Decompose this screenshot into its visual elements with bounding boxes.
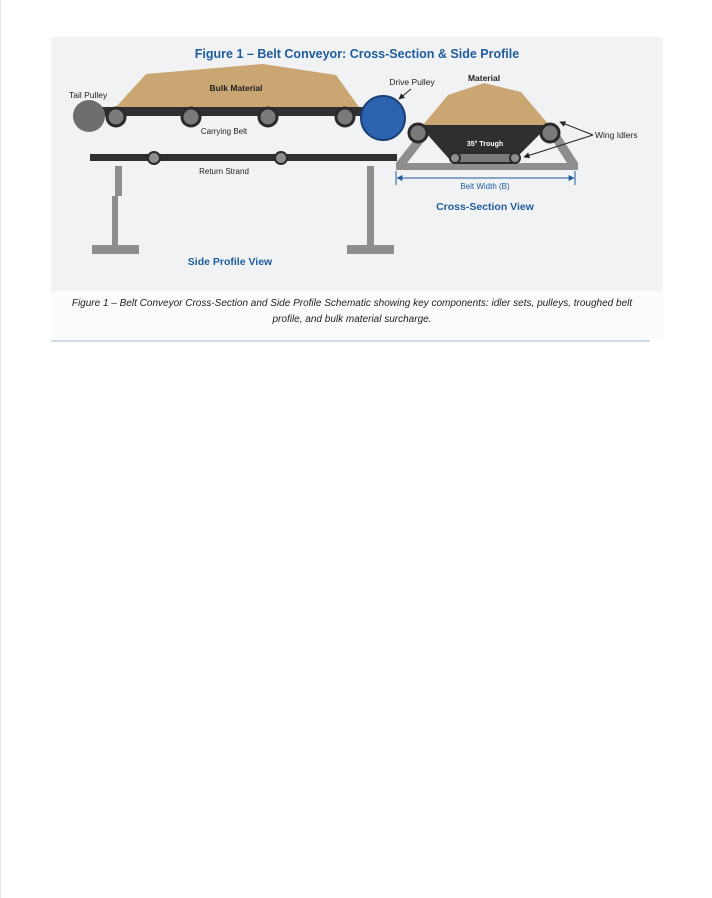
page-edge <box>0 0 1 898</box>
carrying-idler <box>336 108 354 126</box>
figure-title: Figure 1 – Belt Conveyor: Cross-Section & Side Profile <box>194 47 520 61</box>
conveyor-diagram <box>51 37 663 291</box>
figure-caption: Figure 1 – Belt Conveyor Cross-Section and Side Profile Schematic showing key components: idler sets, pulleys, troughed belt profile, and bulk material surcharge. <box>71 298 633 325</box>
right-support-leg <box>367 166 374 245</box>
wing-idler-left <box>409 124 427 142</box>
return-strand-label: Return Strand <box>199 167 249 176</box>
wing-idler-right <box>541 124 559 142</box>
drive-pulley <box>361 96 405 140</box>
center-idler-end <box>450 153 460 163</box>
wing-idlers-label: Wing Idlers <box>595 130 638 140</box>
tail-pulley <box>73 100 105 132</box>
center-idler-end <box>510 153 520 163</box>
carrying-idler <box>107 108 125 126</box>
wing-idlers-arrow-upper <box>560 122 593 135</box>
left-support-foot <box>92 245 139 254</box>
carrying-idler <box>182 108 200 126</box>
return-strand <box>90 154 397 161</box>
cross-section-view-label: Cross-Section View <box>436 201 534 213</box>
carrying-idler <box>259 108 277 126</box>
trough-angle-label: 35° Trough <box>466 141 504 148</box>
trough-frame-base <box>396 163 578 170</box>
return-idler <box>148 152 160 164</box>
drive-pulley-arrow <box>399 89 411 99</box>
belt-conveyor-figure <box>51 37 663 291</box>
drive-pulley-label: Drive Pulley <box>389 77 435 87</box>
divider <box>51 340 650 342</box>
tail-pulley-label: Tail Pulley <box>69 90 108 100</box>
side-profile-view-label: Side Profile View <box>187 256 273 268</box>
carrying-belt <box>89 107 375 116</box>
right-support-foot <box>347 245 394 254</box>
bulk-material-label: Bulk Material <box>209 83 263 93</box>
return-idler <box>275 152 287 164</box>
material-label: Material <box>467 73 501 83</box>
cross-section-material <box>423 83 549 125</box>
left-support-upper <box>115 166 122 196</box>
belt-width-label: Belt Width (B) <box>460 182 510 191</box>
left-support-leg <box>112 196 118 245</box>
carrying-belt-label: Carrying Belt <box>200 127 248 136</box>
center-idler <box>455 153 515 163</box>
